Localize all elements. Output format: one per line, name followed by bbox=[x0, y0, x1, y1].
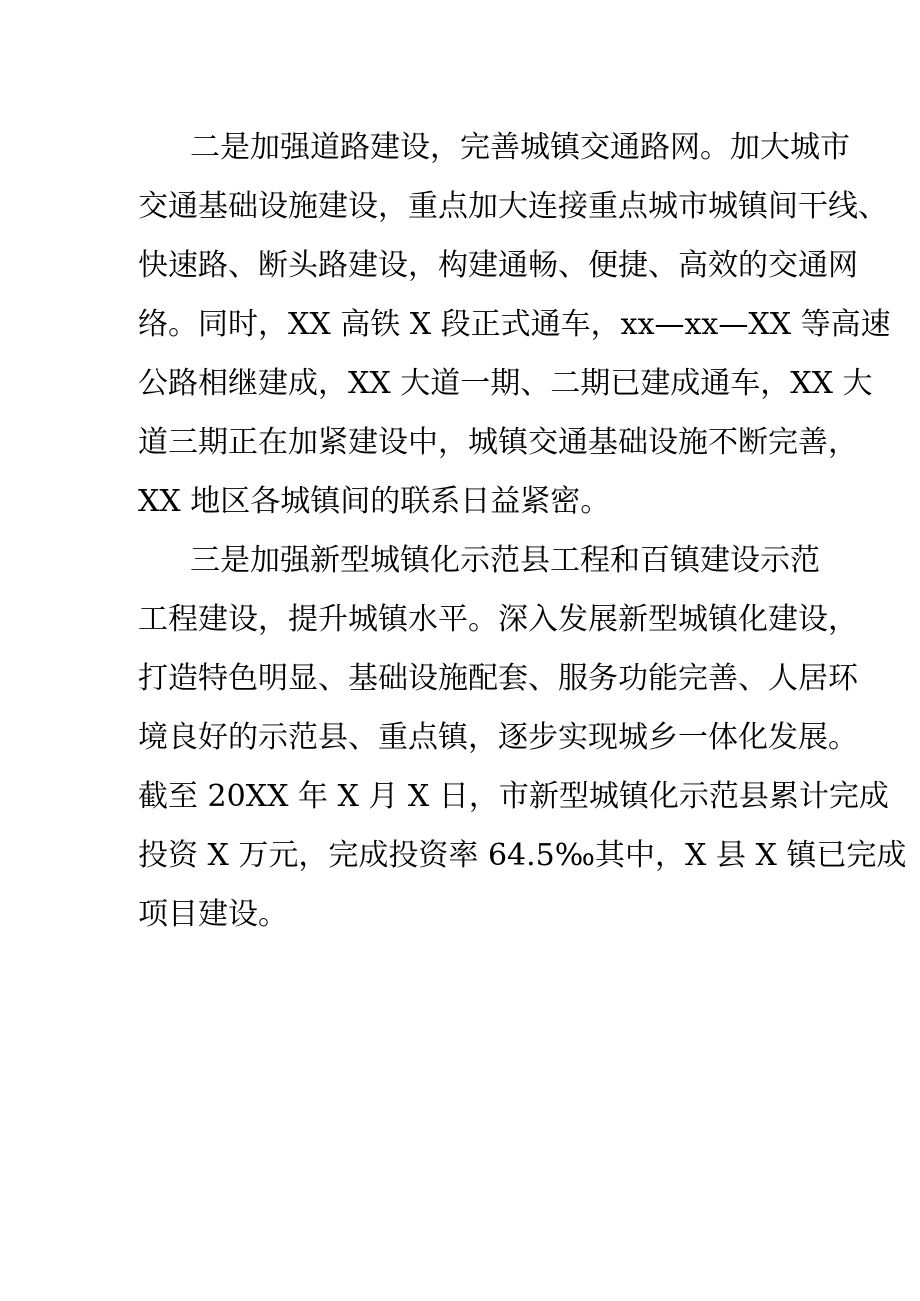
paragraph-line: 打造特色明显、基础设施配套、服务功能完善、人居环 bbox=[138, 661, 858, 696]
paragraph-roads bbox=[138, 118, 891, 531]
paragraph-line: XX 地区各城镇间的联系日益紧密。 bbox=[138, 484, 611, 519]
paragraph-line: 项目建设。 bbox=[138, 897, 288, 932]
paragraph-line: 截至 20XX 年 X 月 X 日，市新型城镇化示范县累计完成 bbox=[138, 779, 889, 814]
paragraph-urbanization bbox=[138, 531, 907, 944]
paragraph-line: 二是加强道路建设，完善城镇交通路网。加大城市 bbox=[190, 130, 850, 165]
document-body bbox=[138, 118, 907, 944]
paragraph-line: 道三期正在加紧建设中，城镇交通基础设施不断完善， bbox=[138, 425, 858, 460]
paragraph-line: 投资 X 万元，完成投资率 64.5‰其中，X 县 X 镇已完成 bbox=[138, 838, 907, 873]
paragraph-line: 交通基础设施建设，重点加大连接重点城市城镇间干线、 bbox=[138, 189, 888, 224]
paragraph-line: 公路相继建成，XX 大道一期、二期已建成通车，XX 大 bbox=[138, 366, 873, 401]
paragraph-line: 三是加强新型城镇化示范县工程和百镇建设示范 bbox=[190, 543, 820, 578]
paragraph-line: 工程建设，提升城镇水平。深入发展新型城镇化建设， bbox=[138, 602, 858, 637]
paragraph-line: 络。同时，XX 高铁 X 段正式通车，xx—xx—XX 等高速 bbox=[138, 307, 891, 342]
paragraph-line: 境良好的示范县、重点镇，逐步实现城乡一体化发展。 bbox=[138, 720, 858, 755]
paragraph-line: 快速路、断头路建设，构建通畅、便捷、高效的交通网 bbox=[138, 248, 858, 283]
